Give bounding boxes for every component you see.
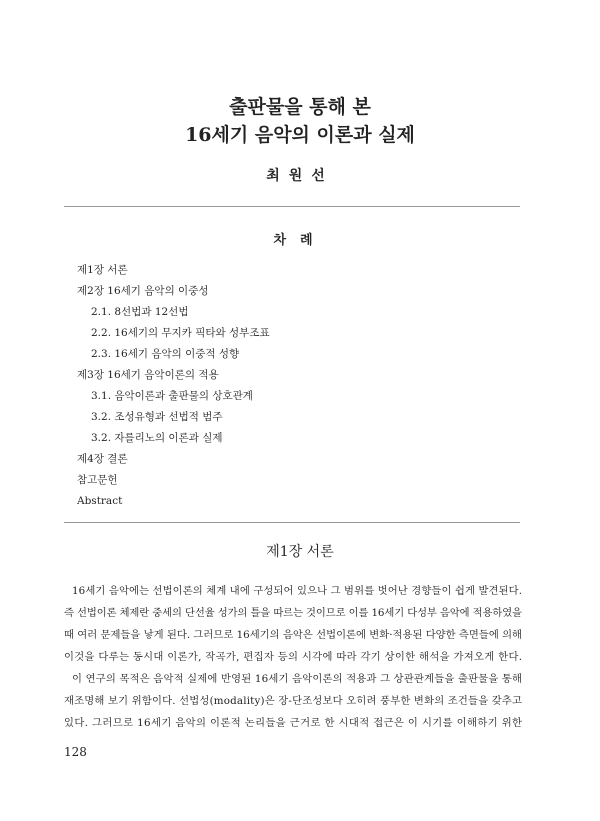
title-line-2: 16세기 음악의 이론과 실제 [185,124,415,146]
body-line: 16세기 음악에는 선법이론의 체계 내에 구성되어 있으나 그 범위를 벗어난 경향들이 쉽게 발견된다. [72,585,522,597]
author-name: 최원선 [266,168,334,184]
toc-item: 제4장 결론 [77,453,128,465]
body-line: 이것을 다루는 동시대 이론가, 작곡가, 편집자 등의 시각에 따라 각기 상이한 해석을 가져오게 한다. [64,651,522,663]
body-line: 재조명해 보기 위함이다. 선법성(modality)은 장-단조성보다 오히려 풍부한 변화의 조건들을 갖추고 [64,695,522,707]
toc-item: 3.1. 음악이론과 출판물의 상호관계 [91,390,253,402]
page-number: 128 [64,745,87,759]
title-line-1: 출판물을 통해 본 [229,96,371,118]
body-line: 때 여러 문제들을 낳게 된다. 그러므로 16세기의 음악은 선법이론에 변화·적용된 다양한 측면들에 의해 [64,629,522,641]
toc-item: 2.1. 8선법과 12선법 [91,306,189,318]
toc-item: 참고문헌 [77,474,118,486]
toc-item: 3.2. 자를리노의 이론과 실제 [91,432,223,444]
bottom-divider [64,522,520,523]
toc-item: 2.2. 16세기의 무지카 픽타와 성부조표 [91,327,270,339]
body-line: 이 연구의 목적은 음악적 실제에 반영된 16세기 음악이론의 적용과 그 상관관계들을 출판물을 통해 [72,673,522,685]
body-text [64,580,522,734]
section-title: 제1장 서론 [266,544,334,560]
toc-item: 2.3. 16세기 음악의 이중적 성향 [91,348,240,360]
toc-heading: 차례 [273,233,327,248]
body-line: 즉 선법이론 체제란 중세의 단선율 성가의 틀을 따르는 것이므로 이를 16세기 다성부 음악에 적용하였을 [64,607,522,619]
table-of-contents [77,260,270,512]
toc-item: 제2장 16세기 음악의 이중성 [77,285,209,297]
toc-item: Abstract [77,495,123,507]
toc-item: 제3장 16세기 음악이론의 적용 [77,369,219,381]
body-line: 있다. 그러므로 16세기 음악의 이론적 논리들을 근거로 한 시대적 접근은 이 시기를 이해하기 위한 [64,717,522,729]
top-divider [64,206,520,207]
toc-item: 제1장 서론 [77,264,128,276]
toc-item: 3.2. 조성유형과 선법적 범주 [91,411,223,423]
